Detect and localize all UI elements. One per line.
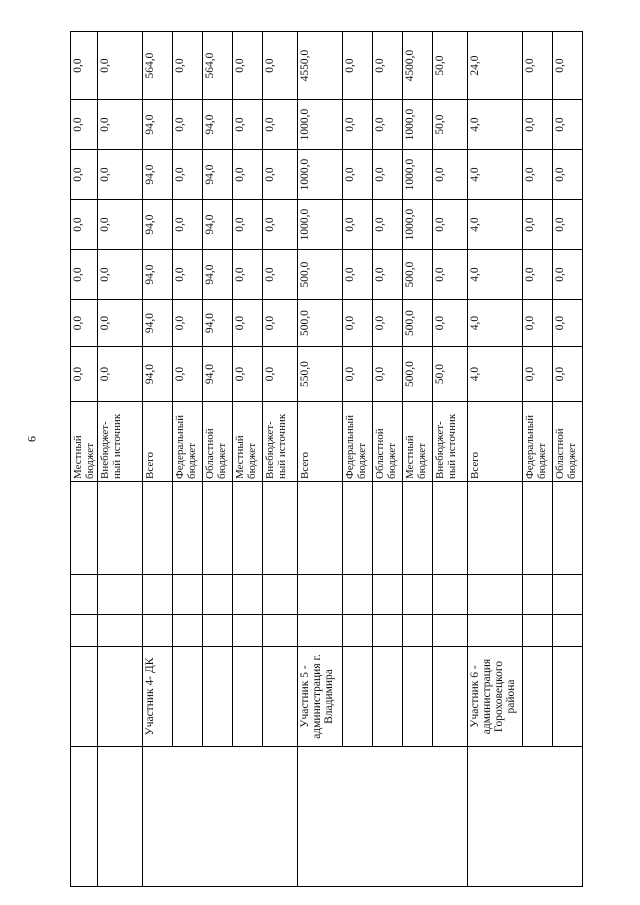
- value-cell: 500,0: [403, 300, 433, 347]
- empty-cell: [263, 615, 298, 647]
- value-cell: 0,0: [263, 347, 298, 402]
- value-cell: 1000,0: [403, 200, 433, 250]
- value-cell: 0,0: [433, 150, 468, 200]
- value-cell: 0,0: [343, 150, 373, 200]
- value-cell: 0,0: [71, 100, 98, 150]
- value-cell: 0,0: [373, 300, 403, 347]
- value-cell: 0,0: [173, 200, 203, 250]
- empty-cell: [468, 615, 523, 647]
- value-cell: 0,0: [263, 200, 298, 250]
- empty-cell: [373, 615, 403, 647]
- value-cell: 1000,0: [403, 100, 433, 150]
- value-cell: 0,0: [98, 150, 143, 200]
- empty-cell: [468, 575, 523, 615]
- value-cell: 0,0: [523, 100, 553, 150]
- value-cell: 4,0: [468, 347, 523, 402]
- funding-source-cell: Областной бюджет: [373, 402, 403, 482]
- empty-cell: [173, 615, 203, 647]
- value-cell: 0,0: [71, 300, 98, 347]
- table-row: [298, 32, 343, 887]
- participant-cell: [98, 647, 143, 747]
- table-row: [468, 32, 523, 887]
- participant-cell: Участник 6 - администрация Гороховецкого района: [468, 647, 523, 747]
- participant-cell: [553, 647, 583, 747]
- empty-cell: [173, 575, 203, 615]
- value-cell: 0,0: [553, 200, 583, 250]
- value-cell: 94,0: [203, 300, 233, 347]
- value-cell: 0,0: [98, 32, 143, 100]
- value-cell: 0,0: [233, 200, 263, 250]
- page-number: 9: [25, 436, 39, 442]
- value-cell: 4,0: [468, 150, 523, 200]
- value-cell: 0,0: [233, 150, 263, 200]
- empty-cell: [523, 615, 553, 647]
- value-cell: 0,0: [523, 200, 553, 250]
- table-row: [143, 32, 173, 887]
- value-cell: 94,0: [203, 100, 233, 150]
- empty-cell: [553, 482, 583, 575]
- value-cell: 0,0: [71, 347, 98, 402]
- value-cell: 24,0: [468, 32, 523, 100]
- value-cell: 0,0: [263, 150, 298, 200]
- value-cell: 0,0: [343, 100, 373, 150]
- funding-source-cell: Местный бюджет: [233, 402, 263, 482]
- value-cell: 0,0: [233, 100, 263, 150]
- value-cell: 564,0: [143, 32, 173, 100]
- empty-cell: [98, 747, 143, 887]
- value-cell: 500,0: [403, 347, 433, 402]
- value-cell: 500,0: [298, 300, 343, 347]
- empty-cell: [233, 615, 263, 647]
- value-cell: 0,0: [98, 250, 143, 300]
- value-cell: 50,0: [433, 347, 468, 402]
- empty-cell: [403, 482, 433, 575]
- value-cell: 50,0: [433, 100, 468, 150]
- participant-cell: Участник 5 - администрация г. Владимира: [298, 647, 343, 747]
- value-cell: 500,0: [403, 250, 433, 300]
- value-cell: 0,0: [523, 150, 553, 200]
- value-cell: 4500,0: [403, 32, 433, 100]
- value-cell: 0,0: [263, 32, 298, 100]
- value-cell: 0,0: [71, 32, 98, 100]
- value-cell: 500,0: [298, 250, 343, 300]
- empty-cell: [263, 482, 298, 575]
- participant-cell: [523, 647, 553, 747]
- value-cell: 0,0: [263, 300, 298, 347]
- table-body: [71, 32, 583, 887]
- empty-cell: [433, 482, 468, 575]
- funding-source-cell: Внебюджет-ный источник: [263, 402, 298, 482]
- funding-source-cell: Всего: [468, 402, 523, 482]
- value-cell: 0,0: [523, 347, 553, 402]
- value-cell: 0,0: [173, 250, 203, 300]
- value-cell: 0,0: [71, 250, 98, 300]
- empty-cell: [523, 482, 553, 575]
- value-cell: 0,0: [373, 200, 403, 250]
- value-cell: 0,0: [373, 32, 403, 100]
- empty-cell: [298, 575, 343, 615]
- empty-cell: [71, 482, 98, 575]
- empty-cell: [71, 575, 98, 615]
- value-cell: 4550,0: [298, 32, 343, 100]
- empty-cell: [143, 747, 298, 887]
- funding-source-cell: Областной бюджет: [203, 402, 233, 482]
- empty-cell: [468, 482, 523, 575]
- value-cell: 94,0: [143, 347, 173, 402]
- empty-cell: [373, 575, 403, 615]
- value-cell: 0,0: [433, 300, 468, 347]
- funding-source-cell: Местный бюджет: [403, 402, 433, 482]
- value-cell: 0,0: [71, 150, 98, 200]
- empty-cell: [233, 482, 263, 575]
- empty-cell: [298, 482, 343, 575]
- empty-cell: [343, 575, 373, 615]
- table-row: [98, 32, 143, 887]
- funding-source-cell: Местный бюджет: [71, 402, 98, 482]
- value-cell: 0,0: [553, 32, 583, 100]
- empty-cell: [263, 575, 298, 615]
- empty-cell: [143, 482, 173, 575]
- value-cell: 1000,0: [298, 100, 343, 150]
- value-cell: 0,0: [373, 150, 403, 200]
- value-cell: 94,0: [203, 250, 233, 300]
- empty-cell: [173, 482, 203, 575]
- value-cell: 1000,0: [403, 150, 433, 200]
- empty-cell: [373, 482, 403, 575]
- value-cell: 550,0: [298, 347, 343, 402]
- value-cell: 0,0: [373, 250, 403, 300]
- value-cell: 0,0: [523, 32, 553, 100]
- funding-source-cell: Федеральный бюджет: [523, 402, 553, 482]
- empty-cell: [233, 575, 263, 615]
- empty-cell: [553, 615, 583, 647]
- value-cell: 0,0: [233, 300, 263, 347]
- participant-cell: [343, 647, 373, 747]
- value-cell: 0,0: [553, 150, 583, 200]
- funding-source-cell: Федеральный бюджет: [343, 402, 373, 482]
- participant-cell: Участник 4- ДК: [143, 647, 173, 747]
- value-cell: 94,0: [203, 347, 233, 402]
- participant-cell: [203, 647, 233, 747]
- empty-cell: [553, 575, 583, 615]
- empty-cell: [98, 482, 143, 575]
- empty-cell: [468, 747, 583, 887]
- value-cell: 0,0: [553, 250, 583, 300]
- value-cell: 94,0: [143, 300, 173, 347]
- funding-source-cell: Внебюджет-ный источник: [433, 402, 468, 482]
- empty-cell: [143, 575, 173, 615]
- participant-cell: [71, 647, 98, 747]
- value-cell: 0,0: [173, 32, 203, 100]
- value-cell: 0,0: [98, 200, 143, 250]
- empty-cell: [203, 575, 233, 615]
- table-row: [71, 32, 98, 887]
- value-cell: 94,0: [143, 100, 173, 150]
- participant-cell: [403, 647, 433, 747]
- funding-source-cell: Всего: [298, 402, 343, 482]
- empty-cell: [203, 482, 233, 575]
- empty-cell: [403, 615, 433, 647]
- value-cell: 1000,0: [298, 150, 343, 200]
- participant-cell: [173, 647, 203, 747]
- value-cell: 0,0: [343, 200, 373, 250]
- value-cell: 0,0: [173, 347, 203, 402]
- value-cell: 0,0: [233, 250, 263, 300]
- value-cell: 4,0: [468, 300, 523, 347]
- value-cell: 94,0: [143, 200, 173, 250]
- value-cell: 0,0: [553, 100, 583, 150]
- value-cell: 0,0: [433, 200, 468, 250]
- empty-cell: [433, 575, 468, 615]
- value-cell: 0,0: [523, 250, 553, 300]
- value-cell: 0,0: [98, 347, 143, 402]
- funding-source-cell: Всего: [143, 402, 173, 482]
- empty-cell: [98, 615, 143, 647]
- participant-cell: [233, 647, 263, 747]
- value-cell: 0,0: [173, 100, 203, 150]
- participant-cell: [263, 647, 298, 747]
- value-cell: 0,0: [71, 200, 98, 250]
- empty-cell: [433, 615, 468, 647]
- empty-cell: [71, 747, 98, 887]
- value-cell: 0,0: [173, 150, 203, 200]
- value-cell: 4,0: [468, 200, 523, 250]
- empty-cell: [403, 575, 433, 615]
- value-cell: 94,0: [203, 200, 233, 250]
- value-cell: 0,0: [553, 347, 583, 402]
- value-cell: 0,0: [373, 100, 403, 150]
- funding-source-cell: Областной бюджет: [553, 402, 583, 482]
- empty-cell: [343, 615, 373, 647]
- empty-cell: [143, 615, 173, 647]
- value-cell: 4,0: [468, 250, 523, 300]
- value-cell: 0,0: [373, 347, 403, 402]
- value-cell: 0,0: [263, 250, 298, 300]
- empty-cell: [523, 575, 553, 615]
- value-cell: 0,0: [343, 32, 373, 100]
- funding-source-cell: Федеральный бюджет: [173, 402, 203, 482]
- budget-table: [70, 31, 583, 887]
- empty-cell: [98, 575, 143, 615]
- value-cell: 0,0: [233, 347, 263, 402]
- value-cell: 0,0: [553, 300, 583, 347]
- value-cell: 4,0: [468, 100, 523, 150]
- value-cell: 94,0: [143, 150, 173, 200]
- value-cell: 0,0: [343, 300, 373, 347]
- value-cell: 564,0: [203, 32, 233, 100]
- value-cell: 1000,0: [298, 200, 343, 250]
- value-cell: 0,0: [98, 300, 143, 347]
- empty-cell: [71, 615, 98, 647]
- value-cell: 94,0: [143, 250, 173, 300]
- value-cell: 0,0: [263, 100, 298, 150]
- empty-cell: [298, 747, 468, 887]
- value-cell: 0,0: [98, 100, 143, 150]
- value-cell: 50,0: [433, 32, 468, 100]
- value-cell: 0,0: [433, 250, 468, 300]
- rotated-table-container: [70, 32, 578, 887]
- value-cell: 0,0: [343, 347, 373, 402]
- empty-cell: [343, 482, 373, 575]
- value-cell: 0,0: [173, 300, 203, 347]
- participant-cell: [373, 647, 403, 747]
- value-cell: 0,0: [523, 300, 553, 347]
- value-cell: 94,0: [203, 150, 233, 200]
- value-cell: 0,0: [233, 32, 263, 100]
- empty-cell: [203, 615, 233, 647]
- participant-cell: [433, 647, 468, 747]
- value-cell: 0,0: [343, 250, 373, 300]
- funding-source-cell: Внебюджет-ный источник: [98, 402, 143, 482]
- empty-cell: [298, 615, 343, 647]
